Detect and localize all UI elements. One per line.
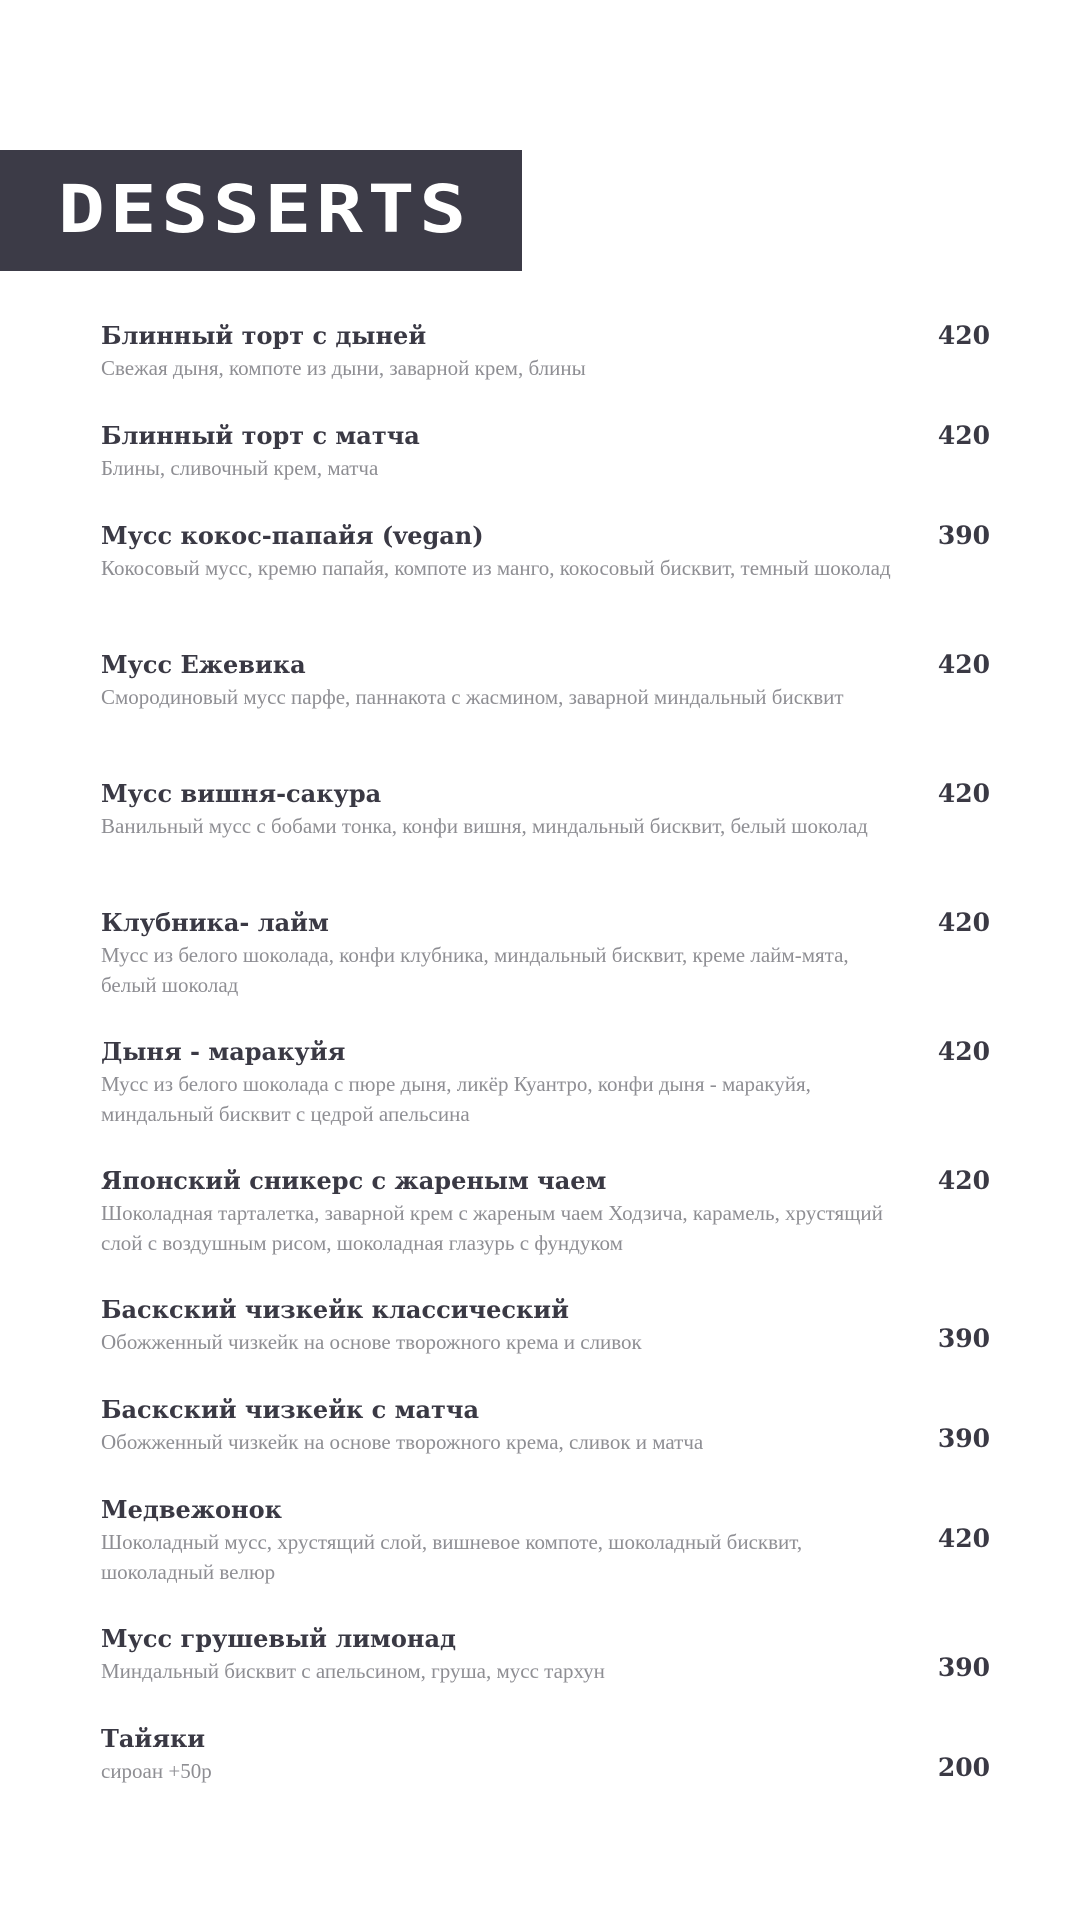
item-name: Медвежонок — [101, 1495, 282, 1524]
menu-item — [101, 422, 991, 483]
item-price: 420 — [937, 421, 990, 450]
item-description: Смородиновый мусс парфе, паннакота с жасмином, заварной миндальный бисквит — [101, 685, 844, 709]
section-title: DESSERTS — [58, 171, 471, 248]
item-name: Мусс вишня-сакура — [101, 779, 382, 808]
item-description: Блины, сливочный крем, матча — [101, 456, 379, 480]
item-price: 420 — [937, 650, 990, 679]
menu-item — [101, 780, 991, 841]
item-name: Дыня - маракуйя — [101, 1037, 346, 1066]
item-price: 420 — [937, 1166, 990, 1195]
item-name: Мусс Ежевика — [101, 650, 306, 679]
item-name: Блинный торт с матча — [101, 421, 420, 450]
item-name: Блинный торт с дыней — [101, 321, 427, 350]
item-description: Кокосовый мусс, кремю папайя, компоте из манго, кокосовый бисквит, темный шоколад — [101, 556, 891, 580]
menu-item — [101, 1725, 991, 1786]
item-description: Обожженный чизкейк на основе творожного крема, сливок и матча — [101, 1430, 704, 1454]
item-description: Шоколадный мусс, хрустящий слой, вишневое компоте, шоколадный бисквит, шоколадный велюр — [101, 1530, 803, 1584]
item-price: 390 — [937, 1653, 990, 1682]
item-description: сироан +50р — [101, 1759, 212, 1783]
item-name: Баскский чизкейк с матча — [101, 1395, 480, 1424]
item-name: Клубника- лайм — [101, 908, 329, 937]
menu-item — [101, 1396, 991, 1457]
item-price: 420 — [937, 1037, 990, 1066]
item-price: 390 — [937, 521, 990, 550]
item-description: Обожженный чизкейк на основе творожного крема и сливок — [101, 1330, 642, 1354]
menu-item — [101, 1296, 991, 1357]
item-name: Японский сникерс с жареным чаем — [101, 1166, 607, 1195]
item-name: Баскский чизкейк классический — [101, 1295, 569, 1324]
item-price: 420 — [937, 779, 990, 808]
menu-item — [101, 322, 991, 383]
item-description: Мусс из белого шоколада, конфи клубника, миндальный бисквит, креме лайм-мята, белый шоколад — [101, 943, 849, 997]
menu-item — [101, 1625, 991, 1686]
menu-item — [101, 651, 991, 712]
menu-item — [101, 522, 991, 583]
item-price: 390 — [937, 1424, 990, 1453]
menu-item — [101, 1038, 991, 1129]
item-price: 420 — [937, 321, 990, 350]
item-name: Мусс грушевый лимонад — [101, 1624, 457, 1653]
item-description: Ванильный мусс с бобами тонка, конфи вишня, миндальный бисквит, белый шоколад — [101, 814, 868, 838]
item-name: Тайяки — [101, 1724, 206, 1753]
item-description: Свежая дыня, компоте из дыни, заварной крем, блины — [101, 356, 586, 380]
menu-item — [101, 909, 991, 1000]
item-description: Миндальный бисквит с апельсином, груша, мусс тархун — [101, 1659, 605, 1683]
item-description: Шоколадная тарталетка, заварной крем с жареным чаем Ходзича, карамель, хрустящий слой с воздушным рисом, шоколадная глазурь с фундуком — [101, 1201, 883, 1255]
item-description: Мусс из белого шоколада с пюре дыня, ликёр Куантро, конфи дыня - маракуйя, миндальный бисквит с цедрой апельсина — [101, 1072, 811, 1126]
section-banner — [0, 150, 522, 271]
menu-item — [101, 1496, 991, 1587]
menu-item — [101, 1167, 991, 1258]
item-price: 390 — [937, 1324, 990, 1353]
item-price: 420 — [937, 1524, 990, 1553]
item-name: Мусс кокос-папайя (vegan) — [101, 521, 484, 550]
item-price: 420 — [937, 908, 990, 937]
item-price: 200 — [937, 1753, 990, 1782]
